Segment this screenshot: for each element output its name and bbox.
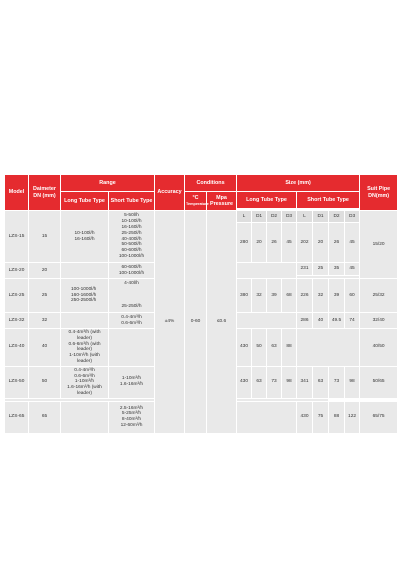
suit-cell: 65/75 (360, 401, 398, 433)
size-cell: 20 (313, 223, 329, 263)
size-cell: 68 (282, 279, 297, 313)
model-cell: LZS-15 (5, 211, 29, 263)
size-cell: 60 (345, 279, 360, 313)
size-cell: 226 (297, 279, 313, 313)
diameter-cell: 15 (29, 211, 61, 263)
range-short-cell: 5-50l/h 10-100l/h 16-160l/h 25-250l/h 40-400l/h 50-500l/h 60-600l/h 100-1000l/h (109, 211, 155, 263)
size-cell: 32 (313, 279, 329, 313)
range-short-cell: 1-10m³/h 1.6-16m³/h (109, 366, 155, 398)
temperature-cell: 0-60 (185, 211, 207, 434)
header-range: Range (61, 175, 155, 192)
size-cell: 202 (297, 223, 313, 263)
size-label-D3: D3 (282, 211, 297, 223)
model-cell: LZS-20 (5, 263, 29, 279)
flowmeter-spec-table (4, 174, 398, 434)
size-cell: 88 (282, 329, 297, 367)
size-cell (297, 329, 360, 367)
size-cell: 32 (252, 279, 267, 313)
model-cell: LZS-25 (5, 279, 29, 313)
model-cell: LZS-32 (5, 313, 29, 329)
size-cell: 63 (313, 366, 329, 398)
size-cell (237, 263, 297, 279)
range-short-cell: 2.5-16m³/h 5-25m³/h 8-40m³/h 12-60m³/h (109, 401, 155, 433)
size-cell: 50 (252, 329, 267, 367)
size-cell: 88 (329, 401, 345, 433)
header-size: Size (mm) (237, 175, 360, 192)
diameter-cell: 40 (29, 329, 61, 367)
range-short-cell (109, 329, 155, 367)
pressure-cell: ≤0.6 (207, 211, 237, 434)
range-short-cell: 60-600l/h 100-1000l/h (109, 263, 155, 279)
size-cell: 73 (267, 366, 282, 398)
diameter-cell: 50 (29, 366, 61, 398)
model-cell: LZS-40 (5, 329, 29, 367)
header-diameter: Daimeter DN (mm) (29, 175, 61, 211)
size-cell (237, 401, 297, 433)
size-cell: 26 (267, 223, 282, 263)
size-cell: 122 (345, 401, 360, 433)
size-cell (237, 313, 297, 329)
model-cell: LZS-50 (5, 366, 29, 398)
size-cell: 98 (282, 366, 297, 398)
range-long-cell: 0.4-4m³/h (with leader) 0.6-6m³/h (with leader) 1-10m³/h (with leader) (61, 329, 109, 367)
header-temperature: °C Temperature (185, 192, 207, 211)
range-long-cell: 10-100l/h 16-160l/h (61, 211, 109, 263)
suit-cell: 40/50 (360, 329, 398, 367)
size-cell: 45 (282, 223, 297, 263)
size-cell: 49.5 (329, 313, 345, 329)
size-cell: 380 (237, 279, 252, 313)
size-cell: 45 (345, 263, 360, 276)
range-long-cell (61, 263, 109, 279)
size-label-D3-short: D3 (345, 211, 360, 223)
size-cell: 430 (237, 329, 252, 367)
suit-cell: 25/32 (360, 279, 398, 313)
header-range-short: Short Tube Type (109, 192, 155, 211)
size-label-L: L (237, 211, 252, 223)
range-long-cell: 0.4-4m³/h 0.6-6m³/h 1-10m³/h 1.6-16m³/h (with leader) (61, 366, 109, 398)
header-pressure: Mpa Pressure (207, 192, 237, 211)
size-label-D1-short: D1 (313, 211, 329, 223)
range-long-cell (61, 313, 109, 329)
size-cell: 286 (297, 313, 313, 329)
size-cell: 39 (267, 279, 282, 313)
header-accuracy: Accuracy (155, 175, 185, 211)
diameter-cell: 65 (29, 401, 61, 433)
size-cell: 35 (329, 263, 345, 276)
size-label-D1: D1 (252, 211, 267, 223)
header-model: Model (5, 175, 29, 211)
size-cell: 430 (237, 366, 252, 398)
header-conditions: Conditions (185, 175, 237, 192)
size-cell: 74 (345, 313, 360, 329)
size-cell: 45 (345, 223, 360, 263)
size-cell: 280 (237, 223, 252, 263)
range-short-cell: 0.4-4m³/h 0.6-6m³/h (109, 313, 155, 329)
size-cell: 430 (297, 401, 313, 433)
suit-cell: 15/20 (360, 211, 398, 279)
spec-table-container (4, 174, 397, 434)
size-cell: 75 (313, 401, 329, 433)
accuracy-cell: ±4% (155, 211, 185, 434)
size-cell: 73 (329, 366, 345, 398)
size-cell: 231 (297, 263, 313, 276)
size-cell: 63 (252, 366, 267, 398)
header-size-long: Long Tube Type (237, 192, 297, 209)
header-suit-pipe: Suit Pipe DN(mm) (360, 175, 398, 211)
size-cell: 63 (267, 329, 282, 367)
diameter-cell: 32 (29, 313, 61, 329)
range-long-cell (61, 401, 109, 433)
suit-cell: 50/65 (360, 366, 398, 398)
diameter-cell: 20 (29, 263, 61, 279)
size-cell: 20 (252, 223, 267, 263)
size-cell: 341 (297, 366, 313, 398)
header-size-short: Short Tube Type (297, 192, 360, 209)
size-cell: 39 (329, 279, 345, 313)
range-short-cell: 4-40l/h 25-250l/h (109, 279, 155, 313)
size-label-D2: D2 (267, 211, 282, 223)
size-label-L-short: L (297, 211, 313, 223)
model-cell: LZS-65 (5, 401, 29, 433)
size-label-D2-short: D2 (329, 211, 345, 223)
suit-cell: 32/40 (360, 313, 398, 329)
diameter-cell: 25 (29, 279, 61, 313)
size-cell: 40 (313, 313, 329, 329)
header-range-long: Long Tube Type (61, 192, 109, 211)
range-long-cell: 100-1000l/h 160-1600l/h 250-2500l/h (61, 279, 109, 313)
size-cell: 25 (313, 263, 329, 276)
size-cell: 98 (345, 366, 360, 398)
size-cell: 26 (329, 223, 345, 263)
